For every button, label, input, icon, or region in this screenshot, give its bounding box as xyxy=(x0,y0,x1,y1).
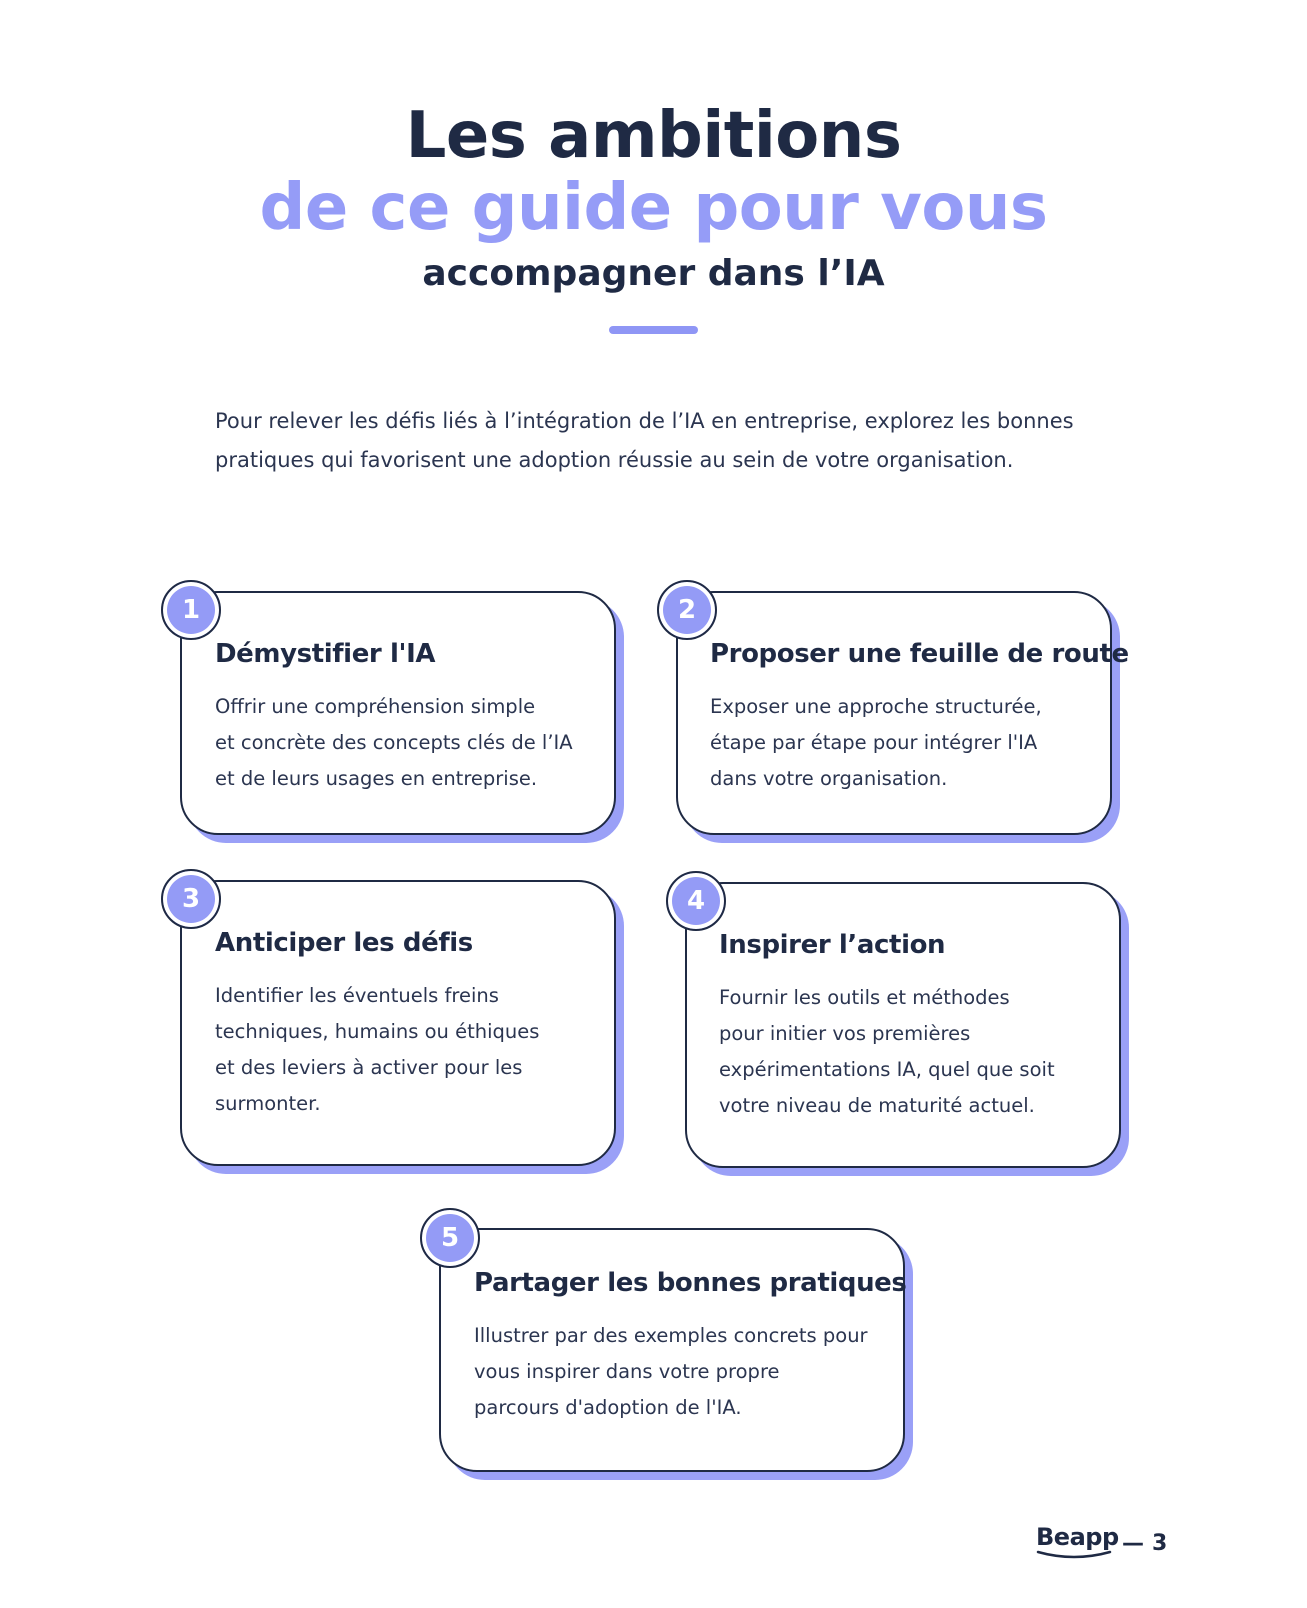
card-description-1: Offrir une compréhension simple et concrète des concepts clés de l’IA et de leurs usages en entreprise. xyxy=(215,695,573,790)
logo-wordmark: Beapp xyxy=(1036,1523,1119,1551)
page-number-separator: — xyxy=(1122,1530,1144,1556)
number-badge-3: 3 xyxy=(161,869,221,929)
card-title-4: Inspirer l’action xyxy=(719,930,946,960)
card-description-2: Exposer une approche structurée, étape par étape pour intégrer l'IA dans votre organisation. xyxy=(710,695,1042,790)
intro-paragraph: Pour relever les défis liés à l’intégration de l’IA en entreprise, explorez les bonnes pratiques qui favorisent une adoption réussie au sein de votre organisation. xyxy=(215,409,1074,472)
page-number: 3 xyxy=(1152,1530,1168,1556)
page-footer xyxy=(1036,1523,1167,1563)
card-description-4: Fournir les outils et méthodes pour initier vos premières expérimentations IA, quel que soit votre niveau de maturité actuel. xyxy=(719,986,1055,1117)
card-title-5: Partager les bonnes pratiques xyxy=(474,1268,907,1298)
title-underline xyxy=(609,326,698,334)
card-description-3: Identifier les éventuels freins techniques, humains ou éthiques et des leviers à activer pour les surmonter. xyxy=(215,984,540,1115)
page-heading xyxy=(0,100,1307,302)
number-badge-4: 4 xyxy=(666,871,726,931)
card-title-2: Proposer une feuille de route xyxy=(710,639,1129,669)
number-badge-1: 1 xyxy=(161,580,221,640)
title-line-1: Les ambitions xyxy=(405,99,902,173)
logo-smile-icon xyxy=(1036,1549,1112,1561)
number-badge-5: 5 xyxy=(420,1208,480,1268)
card-description-5: Illustrer par des exemples concrets pour vous inspirer dans votre propre parcours d'adoption de l'IA. xyxy=(474,1324,868,1419)
card-title-1: Démystifier l'IA xyxy=(215,639,436,669)
title-line-3: accompagner dans l’IA xyxy=(422,253,885,294)
card-title-3: Anticiper les défis xyxy=(215,928,473,958)
number-badge-2: 2 xyxy=(657,580,717,640)
beapp-logo xyxy=(1036,1523,1119,1563)
title-line-2: de ce guide pour vous xyxy=(259,171,1048,245)
